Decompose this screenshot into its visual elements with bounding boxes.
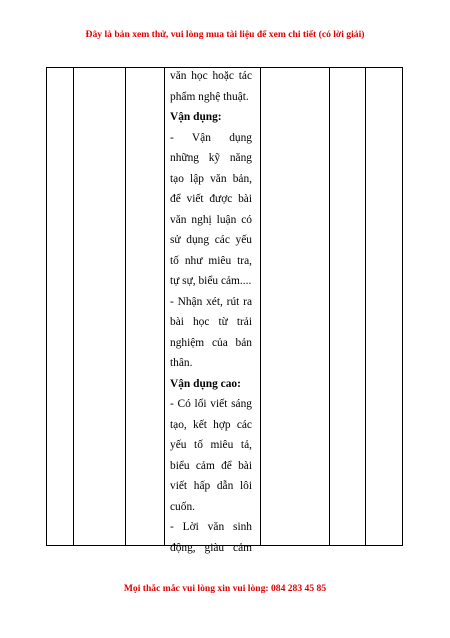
- requirement-line: thân.: [170, 357, 193, 369]
- requirement-line: cuốn.: [170, 500, 195, 513]
- requirement-line: để viết được bài: [170, 193, 252, 205]
- table-row: [47, 68, 403, 546]
- table-cell-requirements: [165, 68, 261, 554]
- requirement-line: nghiệm của bản: [170, 336, 252, 349]
- requirement-line: phẩm nghệ thuật.: [170, 90, 249, 103]
- requirement-line: văn học hoặc tác: [170, 70, 252, 82]
- requirement-line: tự sự, biểu cảm....: [170, 275, 252, 287]
- requirement-line: tạo lập văn bản,: [170, 172, 252, 185]
- requirement-line: bài học từ trải: [170, 316, 252, 328]
- contact-notice: Mọi thắc mắc vui lòng xin vui lòng: 084 283 45 85: [123, 583, 327, 594]
- requirement-line: tố như miêu tra,: [170, 254, 252, 267]
- requirement-line: những kỹ năng: [170, 152, 252, 164]
- table-cell-unit: [126, 68, 165, 546]
- table-cell-index: [47, 68, 74, 546]
- requirement-line: yếu tố miêu tả,: [170, 439, 252, 451]
- specification-table: [46, 67, 403, 554]
- preview-notice: Đây là bản xem thử, vui lòng mua tài liệu để xem chi tiết (có lời giải): [85, 29, 365, 40]
- table-cell-application: [366, 68, 403, 546]
- requirement-line: biểu cảm để bài: [170, 459, 252, 472]
- requirement-line: viết hấp dẫn lôi: [170, 480, 252, 492]
- requirement-line: sử dụng các yếu: [170, 234, 252, 246]
- requirement-line: - Lời văn sinh: [170, 521, 252, 533]
- table-cell-understanding: [330, 68, 366, 546]
- table-cell-topic: [74, 68, 126, 546]
- requirement-heading: Vận dụng:: [170, 111, 222, 123]
- requirement-line: văn nghị luận có: [170, 213, 252, 226]
- requirement-line: - Nhận xét, rút ra: [170, 295, 252, 308]
- requirement-line: - Có lối viết sáng: [170, 398, 252, 410]
- table-cell-recognition: [261, 68, 330, 546]
- requirement-heading: Vận dụng cao:: [170, 377, 241, 390]
- requirement-line: động, giàu cảm: [170, 541, 252, 554]
- requirement-line: tạo, kết hợp các: [170, 418, 252, 431]
- requirement-line: - Vận dụng: [170, 131, 252, 144]
